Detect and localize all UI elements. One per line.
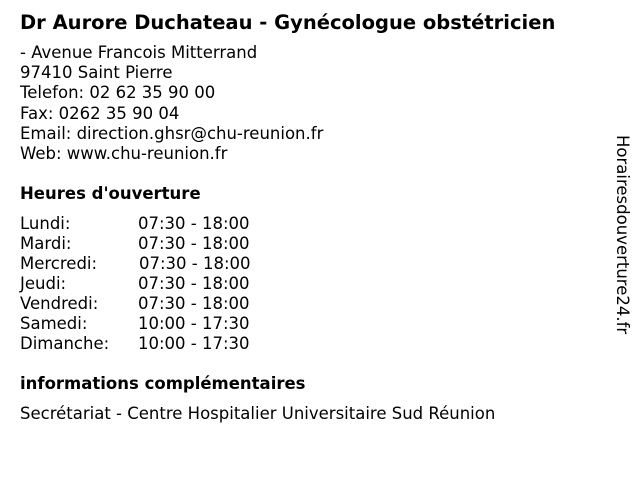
watermark	[612, 135, 636, 375]
time-range: 07:30 - 18:00	[138, 294, 250, 313]
hours-row-tuesday	[20, 234, 320, 254]
time-range: 10:00 - 17:30	[138, 314, 250, 333]
fax-line: Fax: 0262 35 90 04	[20, 103, 180, 123]
time-range: 07:30 - 18:00	[138, 234, 250, 253]
hours-row-friday	[20, 294, 320, 314]
hours-row-thursday	[20, 274, 320, 294]
hours-row-wednesday	[20, 254, 320, 274]
contact-block	[20, 43, 323, 164]
time-range: 07:30 - 18:00	[139, 254, 251, 273]
info-text: Secrétariat - Centre Hospitalier Universitaire Sud Réunion	[20, 404, 496, 423]
phone-line: Telefon: 02 62 35 90 00	[20, 83, 216, 103]
hours-row-monday	[20, 214, 320, 234]
hours-table	[20, 214, 320, 354]
time-range: 07:30 - 18:00	[138, 214, 250, 233]
time-range: 10:00 - 17:30	[138, 334, 250, 353]
address-line: - Avenue Francois Mitterrand	[20, 43, 258, 62]
time-range: 07:30 - 18:00	[138, 274, 250, 293]
day-label: Samedi:	[20, 314, 88, 333]
day-label: Lundi:	[20, 214, 71, 233]
hours-heading: Heures d'ouverture	[20, 184, 201, 203]
web-line: Web: www.chu-reunion.fr	[20, 144, 228, 164]
day-label: Mercredi:	[20, 254, 98, 273]
day-label: Vendredi:	[20, 294, 99, 313]
email-line: Email: direction.ghsr@chu-reunion.fr	[20, 123, 324, 143]
day-label: Mardi:	[20, 234, 72, 253]
hours-row-saturday	[20, 314, 320, 334]
day-label: Jeudi:	[20, 274, 67, 293]
city-line: 97410 Saint Pierre	[20, 63, 173, 83]
hours-row-sunday	[20, 334, 320, 354]
watermark-text: Horairesdouverture24.fr	[613, 135, 632, 335]
day-label: Dimanche:	[20, 334, 110, 353]
info-heading: informations complémentaires	[20, 374, 306, 393]
page-title: Dr Aurore Duchateau - Gynécologue obstétricien	[20, 11, 556, 34]
